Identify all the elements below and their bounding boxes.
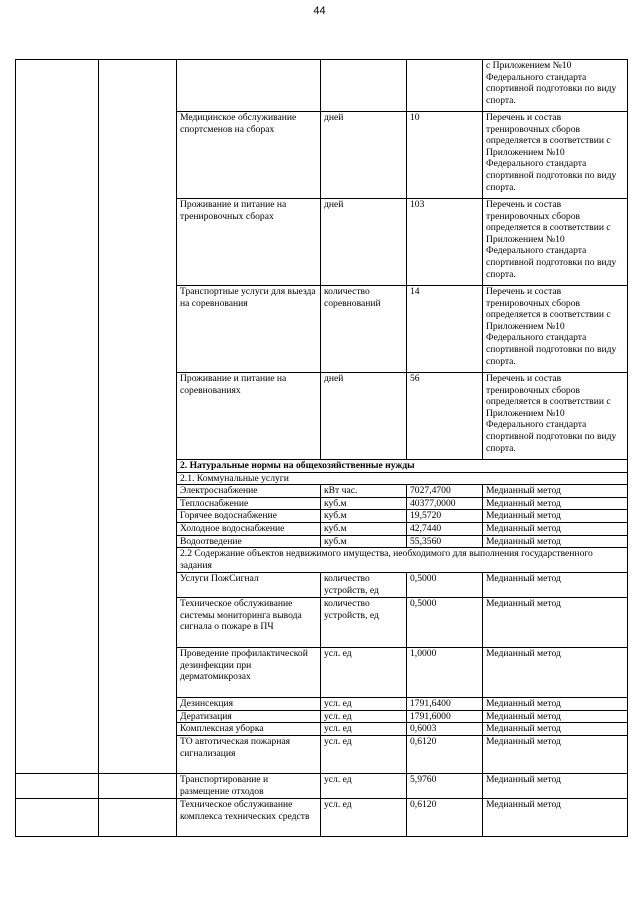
unit-cell: усл. ед	[321, 735, 407, 773]
item-cell: ТО автотическая пожарная сигнализация	[177, 735, 321, 773]
unit-cell: усл. ед	[321, 698, 407, 711]
value-cell: 0,5000	[407, 573, 483, 598]
unit-cell: кВт час.	[321, 485, 407, 498]
table-row	[16, 798, 628, 836]
note-cell: Медианный метод	[483, 573, 628, 598]
unit-cell: куб.м	[321, 497, 407, 510]
note-cell: Медианный метод	[483, 598, 628, 648]
item-cell: Транспортирование и размещение отходов	[177, 773, 321, 798]
item-cell: Проведение профилактической дезинфекции при дерматомикрозах	[177, 648, 321, 698]
empty-column-2	[99, 798, 177, 836]
item-cell: Горячее водоснабжение	[177, 510, 321, 523]
table-row	[16, 773, 628, 798]
value-cell: 1791,6000	[407, 710, 483, 723]
note-cell: Медианный метод	[483, 497, 628, 510]
unit-cell: усл. ед	[321, 773, 407, 798]
note-cell: Медианный метод	[483, 698, 628, 711]
value-cell: 0,6120	[407, 798, 483, 836]
note-cell: Медианный метод	[483, 648, 628, 698]
value-cell: 10	[407, 112, 483, 199]
subsection-heading: 2.2 Содержание объектов недвижимого имущества, необходимого для выполнения государственного задания	[177, 548, 628, 573]
note-cell: Перечень и состав тренировочных сборов определяется в соответствии с Приложением №10 Федерального стандарта спортивной подготовки по виду спорта.	[483, 199, 628, 286]
note-cell: Перечень и состав тренировочных сборов определяется в соответствии с Приложением №10 Федерального стандарта спортивной подготовки по виду спорта.	[483, 286, 628, 373]
unit-cell: количество соревнований	[321, 286, 407, 373]
empty-column-2	[99, 773, 177, 798]
value-cell	[407, 60, 483, 112]
item-cell: Транспортные услуги для выезда на соревнования	[177, 286, 321, 373]
table-row	[16, 60, 628, 112]
unit-cell: количество устройств, ед	[321, 573, 407, 598]
value-cell: 1791,6400	[407, 698, 483, 711]
unit-cell: усл. ед	[321, 723, 407, 736]
item-cell: Дезинсекция	[177, 698, 321, 711]
item-cell: Дератизация	[177, 710, 321, 723]
item-cell: Медицинское обслуживание спортсменов на сборах	[177, 112, 321, 199]
note-cell: Медианный метод	[483, 773, 628, 798]
note-cell: Медианный метод	[483, 798, 628, 836]
note-cell: Медианный метод	[483, 710, 628, 723]
note-cell: Медианный метод	[483, 522, 628, 535]
value-cell: 5,9760	[407, 773, 483, 798]
value-cell: 0,6120	[407, 735, 483, 773]
note-cell: Медианный метод	[483, 485, 628, 498]
item-cell: Водоотведение	[177, 535, 321, 548]
value-cell: 40377,0000	[407, 497, 483, 510]
page-number: 44	[313, 5, 326, 17]
note-cell: Перечень и состав тренировочных сборов определяется в соответствии с Приложением №10 Федерального стандарта спортивной подготовки по виду спорта.	[483, 373, 628, 460]
subsection-heading: 2.1. Коммунальные услуги	[177, 472, 628, 485]
item-cell	[177, 60, 321, 112]
unit-cell: усл. ед	[321, 710, 407, 723]
value-cell: 14	[407, 286, 483, 373]
item-cell: Холодное водоснабжение	[177, 522, 321, 535]
unit-cell: куб.м	[321, 535, 407, 548]
value-cell: 19,5720	[407, 510, 483, 523]
note-cell: Медианный метод	[483, 535, 628, 548]
note-cell: Медианный метод	[483, 735, 628, 773]
unit-cell: куб.м	[321, 510, 407, 523]
value-cell: 0,6003	[407, 723, 483, 736]
empty-column-1	[16, 773, 99, 798]
value-cell: 56	[407, 373, 483, 460]
note-cell: Медианный метод	[483, 723, 628, 736]
note-cell: Медианный метод	[483, 510, 628, 523]
unit-cell: куб.м	[321, 522, 407, 535]
note-cell: с Приложением №10 Федерального стандарта спортивной подготовки по виду спорта.	[483, 60, 628, 112]
value-cell: 0,5000	[407, 598, 483, 648]
empty-column-2	[99, 60, 177, 774]
norms-table	[15, 59, 628, 837]
note-cell: Перечень и состав тренировочных сборов определяется в соответствии с Приложением №10 Федерального стандарта спортивной подготовки по виду спорта.	[483, 112, 628, 199]
unit-cell: дней	[321, 199, 407, 286]
item-cell: Техническое обслуживание комплекса технических средств	[177, 798, 321, 836]
unit-cell: дней	[321, 373, 407, 460]
value-cell: 55,3560	[407, 535, 483, 548]
value-cell: 7027,4700	[407, 485, 483, 498]
unit-cell: усл. ед	[321, 648, 407, 698]
unit-cell	[321, 60, 407, 112]
empty-column-1	[16, 798, 99, 836]
empty-column-1	[16, 60, 99, 774]
item-cell: Теплоснабжение	[177, 497, 321, 510]
item-cell: Проживание и питание на тренировочных сборах	[177, 199, 321, 286]
unit-cell: количество устройств, ед	[321, 598, 407, 648]
item-cell: Услуги ПожСигнал	[177, 573, 321, 598]
section-heading: 2. Натуральные нормы на общехозяйственные нужды	[177, 460, 628, 473]
item-cell: Комплексная уборка	[177, 723, 321, 736]
item-cell: Проживание и питание на соревнованиях	[177, 373, 321, 460]
item-cell: Электроснабжение	[177, 485, 321, 498]
value-cell: 42,7440	[407, 522, 483, 535]
value-cell: 1,0000	[407, 648, 483, 698]
unit-cell: усл. ед	[321, 798, 407, 836]
item-cell: Техническое обслуживание системы мониторинга вывода сигнала о пожаре в ПЧ	[177, 598, 321, 648]
unit-cell: дней	[321, 112, 407, 199]
value-cell: 103	[407, 199, 483, 286]
